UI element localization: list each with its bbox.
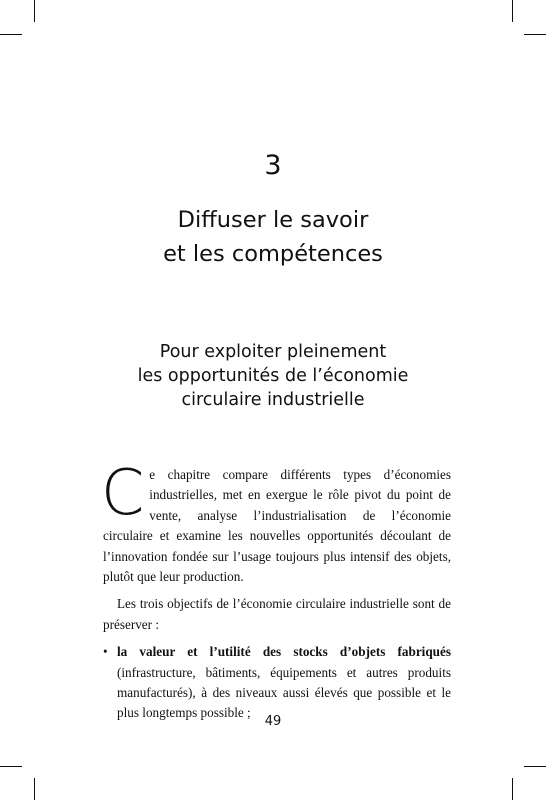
subtitle-line-1: Pour exploiter pleinement [159, 342, 387, 362]
crop-mark-bottom-right-vertical [512, 778, 513, 800]
chapter-number: 3 [264, 150, 282, 181]
chapter-subtitle [0, 340, 546, 412]
list-item [103, 642, 451, 724]
crop-mark-top-right-vertical [512, 0, 513, 22]
bullet-icon: • [103, 644, 108, 660]
crop-mark-top-left-vertical [34, 0, 35, 22]
page-number: 49 [264, 714, 282, 729]
list-item-text: (infrastructure, bâtiments, équipements et autres produits manufacturés), à des niveaux aussi élevés que possible et le plus longtemps possible ; [117, 664, 451, 721]
crop-mark-top-right-horizontal [524, 34, 546, 35]
objectives-paragraph: Les trois objectifs de l’économie circulaire industrielle sont de préserver : [103, 596, 451, 632]
drop-cap: C [101, 456, 145, 529]
crop-mark-bottom-left-vertical [34, 778, 35, 800]
intro-paragraph [101, 456, 451, 587]
chapter-title-line-1: Diffuser le savoir [177, 207, 369, 233]
intro-paragraph-text: e chapitre compare différents types d’économies industrielles, met en exergue le rôle pivot du point de vente, analyse l’industrialisation de l’économie circulaire et examine les nouvelles opportunités découlant de l’innovation fondée sur l’usage toujours plus intensif des objets, plutôt que leur production. [103, 467, 451, 585]
list-item-bold-text: la valeur et l’utilité des stocks d’objets fabriqués [117, 644, 451, 660]
subtitle-line-3: circulaire industrielle [181, 390, 365, 410]
chapter-title-line-2: et les compétences [163, 241, 383, 267]
body-text [101, 456, 451, 724]
crop-mark-top-left-horizontal [0, 34, 22, 35]
chapter-title [0, 203, 546, 271]
crop-mark-bottom-right-horizontal [524, 766, 546, 767]
crop-mark-bottom-left-horizontal [0, 766, 22, 767]
subtitle-line-2: les opportunités de l’économie [137, 366, 409, 386]
